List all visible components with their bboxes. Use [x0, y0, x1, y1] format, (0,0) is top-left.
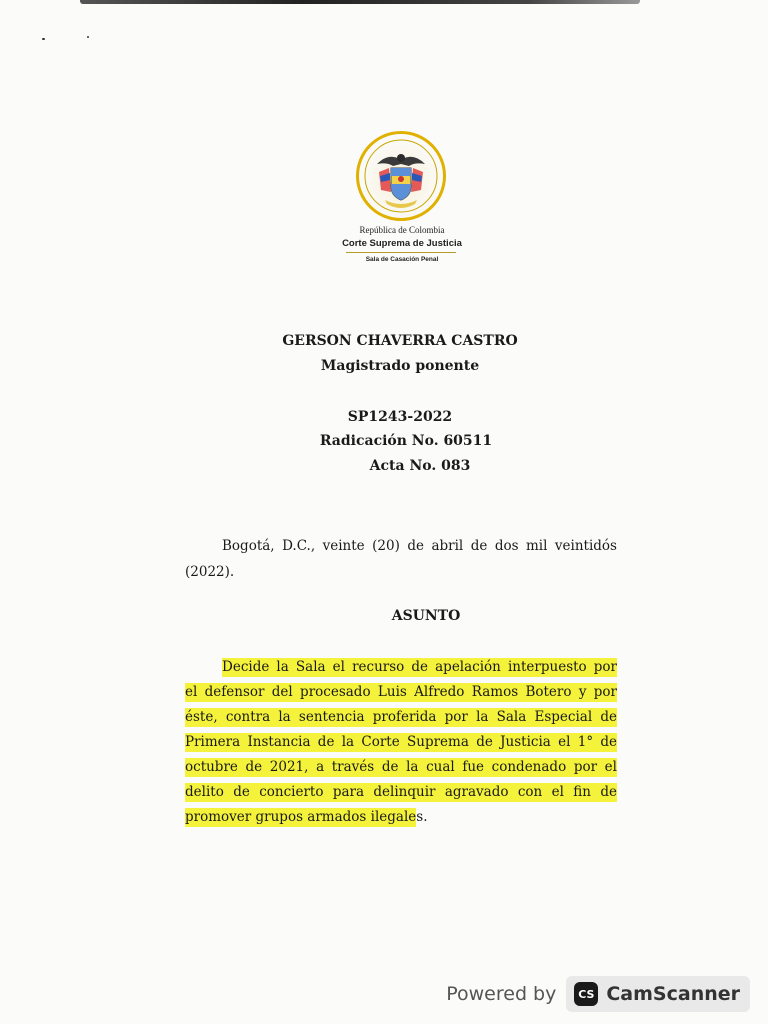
scan-edge-shadow — [80, 0, 640, 4]
camscanner-logo-icon: CS — [574, 982, 598, 1006]
asunto-line: éste, contra la sentencia proferida por la Sala Especial de — [185, 709, 617, 725]
magistrate-role: Magistrado ponente — [320, 358, 480, 374]
powered-by-label: Powered by — [446, 983, 557, 1005]
case-acta: Acta No. 083 — [369, 458, 471, 474]
camscanner-badge — [566, 976, 750, 1012]
colombian-coat-of-arms-icon — [356, 131, 446, 221]
asunto-line: delito de concierto para delinquir agravado con el fin de — [185, 784, 617, 800]
asunto-line: Decide la Sala el recurso de apelación interpuesto por — [222, 659, 617, 675]
magistrate-name: GERSON CHAVERRA CASTRO — [282, 333, 518, 349]
camscanner-brand: CamScanner — [606, 983, 740, 1005]
case-radicacion: Radicación No. 60511 — [319, 433, 493, 449]
section-title: ASUNTO — [391, 608, 461, 624]
header-chamber: Sala de Casación Penal — [365, 256, 439, 263]
asunto-line-tail: s. — [416, 809, 428, 825]
asunto-line: promover grupos armados ilegales. — [185, 809, 428, 825]
case-sp-number: SP1243-2022 — [347, 409, 453, 425]
scan-speck — [42, 38, 45, 40]
scan-speck — [87, 36, 89, 38]
asunto-paragraph — [185, 657, 617, 832]
header-country: República de Colombia — [359, 225, 445, 235]
header-court: Corte Suprema de Justicia — [342, 238, 462, 249]
scanner-watermark — [446, 974, 750, 1014]
asunto-line: el defensor del procesado Luis Alfredo Ramos Botero y por — [185, 684, 617, 700]
asunto-line: Primera Instancia de la Corte Suprema de Justicia el 1° de — [185, 734, 617, 750]
date-paragraph: Bogotá, D.C., veinte (20) de abril de dos mil veintidós (2022). — [185, 538, 617, 580]
asunto-line: octubre de 2021, a través de la cual fue condenado por el — [185, 759, 617, 775]
header-divider — [346, 252, 456, 253]
